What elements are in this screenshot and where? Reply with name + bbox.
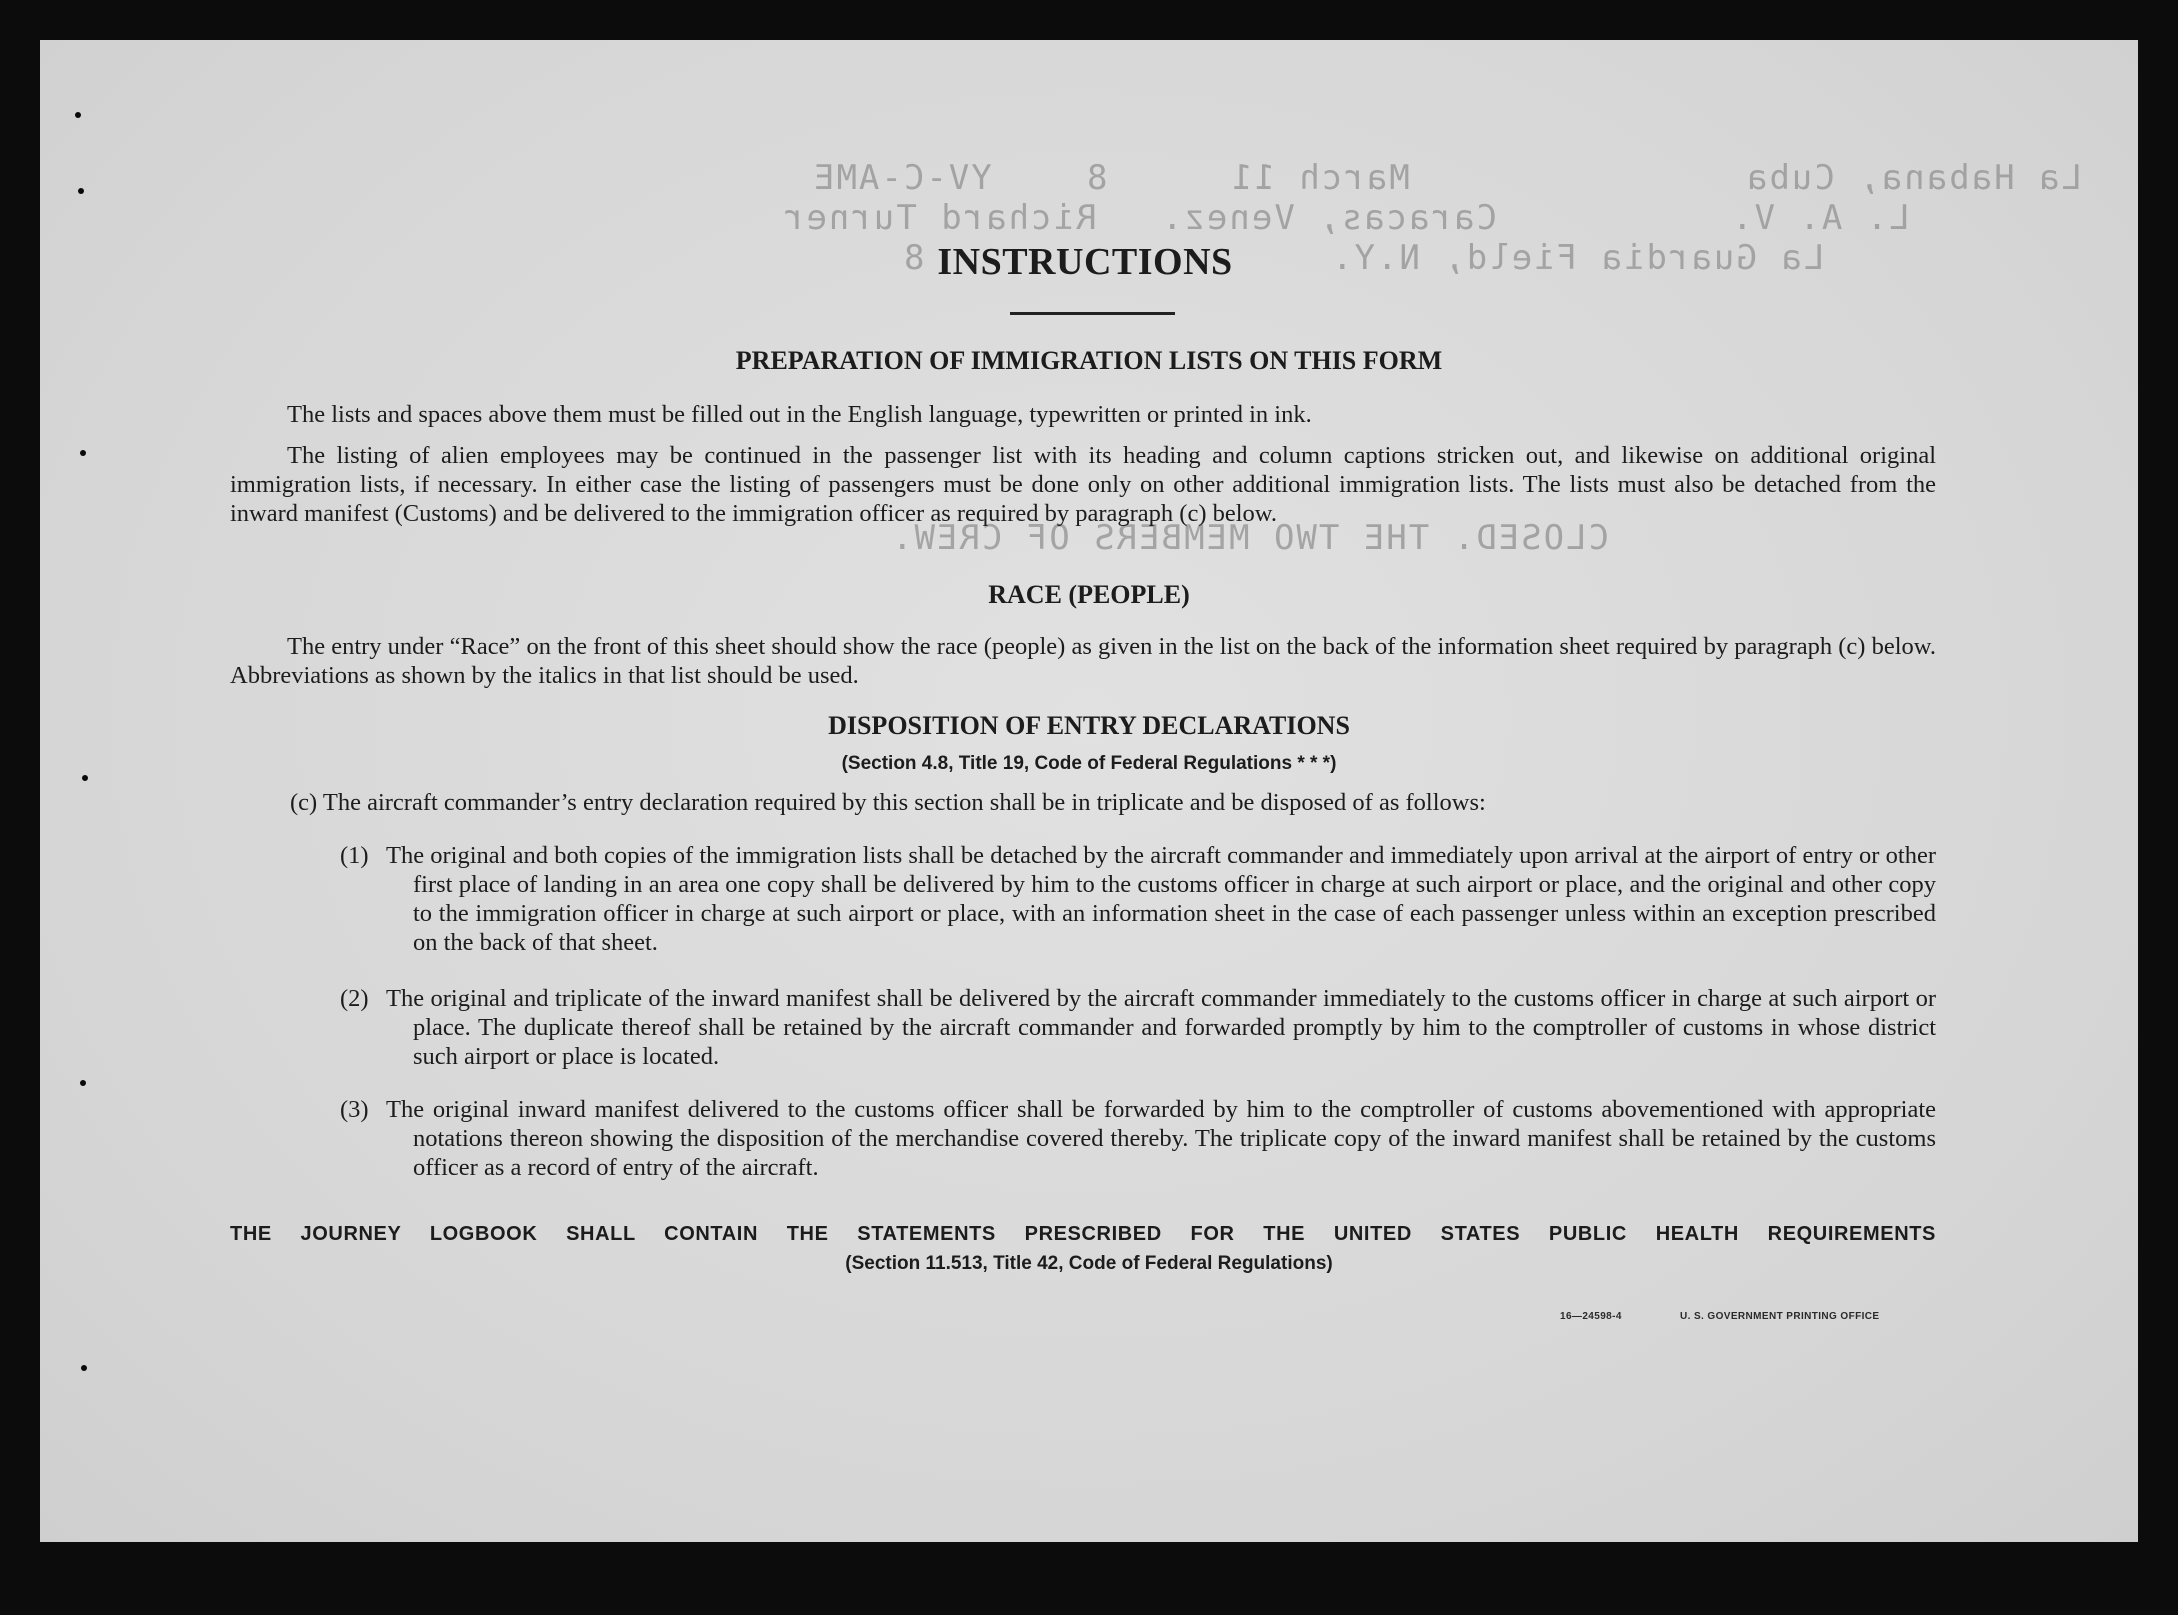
bleed-through-note: CLOSED. THE TWO MEMBERS OF CREW. <box>890 518 1610 558</box>
binder-hole-mark <box>82 775 88 781</box>
logbook-requirement-heading: THE JOURNEY LOGBOOK SHALL CONTAIN THE STATEMENTS PRESCRIBED FOR THE UNITED STATES PUBLIC HEALTH REQUIREMENTS <box>230 1223 1936 1245</box>
preparation-paragraph-2: The listing of alien employees may be continued in the passenger list with its heading and column captions stricken out, and likewise on additional original immigration lists, if necessary. In either case the listing of passengers must be done only on other additional immigration lists. The lists must also be detached from the inward manifest (Customs) and be delivered to the immigration officer as required by paragraph (c) below. <box>230 442 1936 527</box>
item-text: The original inward manifest delivered to the customs officer shall be forwarded by him to the comptroller of customs abovementioned with appropriate notations thereon showing the disposition of the merchandise covered thereby. The triplicate copy of the inward manifest shall be retained by the customs officer as a record of entry of the aircraft. <box>386 1096 1936 1181</box>
binder-hole-mark <box>80 450 86 456</box>
item-number: (2) <box>340 985 369 1012</box>
bleed-through-commander: Richard Turner <box>782 198 1097 238</box>
race-paragraph: The entry under “Race” on the front of this sheet should show the race (people) as given in the list on the back of the information sheet required by paragraph (c) below. Abbreviations as shown by the italics in that list should be used. <box>230 633 1936 689</box>
disposition-item-3 <box>340 1095 1936 1182</box>
item-text: The original and triplicate of the inward manifest shall be delivered by the aircraft commander immediately to the customs officer in charge at such airport or place. The duplicate thereof shall be retained by the aircraft commander and forwarded promptly by him to the comptroller of customs in whose district such airport or place is located. <box>386 985 1936 1070</box>
bleed-through-number: 8 <box>1085 158 1108 198</box>
disposition-citation: (Section 4.8, Title 19, Code of Federal Regulations * * *) <box>841 753 1337 774</box>
bleed-through-origin: La Habana, Cuba <box>1745 158 2083 198</box>
bleed-through-destination: La Guardia Field, N.Y. <box>1330 238 1825 278</box>
binder-hole-mark <box>75 112 81 118</box>
printer-imprint: U. S. GOVERNMENT PRINTING OFFICE <box>1680 1311 1880 1322</box>
form-number: 16—24598-4 <box>1560 1311 1622 1322</box>
preparation-paragraph-1: The lists and spaces above them must be filled out in the English language, typewritten or printed in ink. <box>287 401 1312 428</box>
bleed-through-city: Caracas, Venez. <box>1160 198 1498 238</box>
bleed-through-count: 8 <box>902 238 925 278</box>
bleed-through-registration: YV-C-AME <box>812 158 992 198</box>
title-underline <box>1010 312 1175 315</box>
page-title: INSTRUCTIONS <box>937 241 1233 283</box>
disposition-item-1 <box>340 841 1936 957</box>
logbook-citation: (Section 11.513, Title 42, Code of Federal Regulations) <box>845 1253 1333 1274</box>
binder-hole-mark <box>81 1365 87 1371</box>
binder-hole-mark <box>78 188 84 194</box>
item-number: (1) <box>340 842 369 869</box>
disposition-item-2 <box>340 984 1936 1071</box>
disposition-clause: (c) The aircraft commander’s entry declaration required by this section shall be in triplicate and be disposed of as follows: <box>290 789 1486 816</box>
item-text: The original and both copies of the immigration lists shall be detached by the aircraft commander and immediately upon arrival at the airport of entry or other first place of landing in an area one copy shall be delivered by him to the customs officer in charge at such airport or place, and the original and other copy to the immigration officer in charge at such airport or place, with an information sheet in the case of each passenger unless within an exception prescribed on the back of that sheet. <box>386 842 1936 956</box>
disposition-heading: DISPOSITION OF ENTRY DECLARATIONS <box>828 711 1350 740</box>
preparation-heading: PREPARATION OF IMMIGRATION LISTS ON THIS FORM <box>735 346 1443 375</box>
race-heading: RACE (PEOPLE) <box>988 580 1190 609</box>
item-number: (3) <box>340 1096 369 1123</box>
binder-hole-mark <box>80 1080 86 1086</box>
bleed-through-airline: L. A. V. <box>1730 198 1910 238</box>
bleed-through-date: March 11 <box>1230 158 1410 198</box>
